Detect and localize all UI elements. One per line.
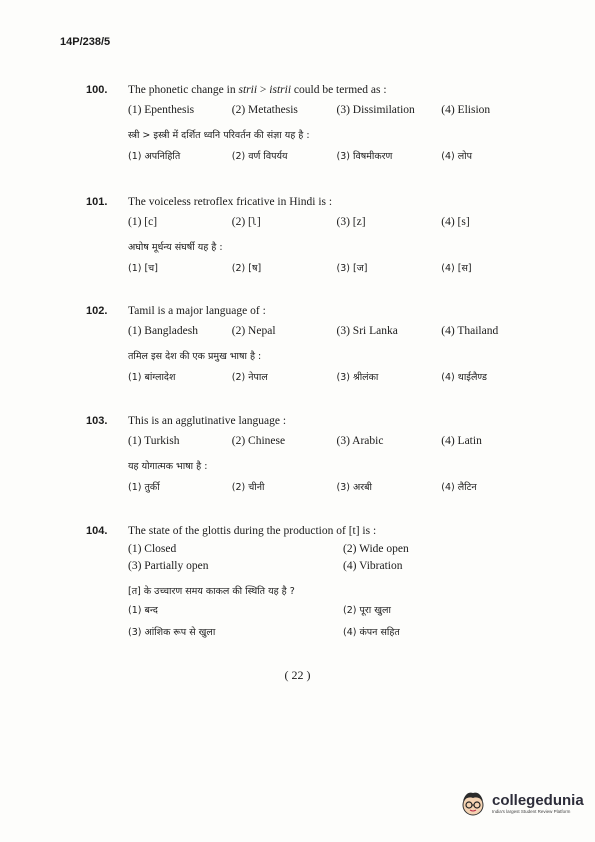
- hindi-option-4: (4) थाईलैण्ड: [441, 372, 487, 383]
- hindi-stem: स्त्री > इस्त्री में दर्शित ध्वनि परिवर्तन की संज्ञा यह है :: [128, 130, 310, 141]
- question-number: 104.: [86, 525, 108, 537]
- question-stem: The phonetic change in strii > istrii could be termed as :: [128, 84, 387, 96]
- hindi-option-2: (2) नेपाल: [231, 372, 268, 383]
- mascot-icon: [458, 788, 488, 818]
- hindi-options: [128, 261, 546, 274]
- option-2: (2) Metathesis: [231, 104, 298, 116]
- option-4: (4) Thailand: [441, 325, 499, 337]
- logo-name: collegedunia: [492, 792, 584, 809]
- option-2: (2) Nepal: [231, 325, 276, 337]
- option-1: (1) Bangladesh: [128, 325, 198, 337]
- option-3: (3) Dissimilation: [336, 104, 415, 116]
- paper-code: 14P/238/5: [60, 36, 111, 48]
- hindi-option-4: (4) लोप: [441, 151, 473, 162]
- option-1: (1) Closed: [128, 543, 177, 555]
- hindi-stem: तमिल इस देश की एक प्रमुख भाषा है :: [128, 351, 262, 362]
- hindi-option-2: (2) [ष]: [231, 263, 262, 274]
- logo-tagline: India's largest Student Review Platform: [492, 809, 571, 814]
- hindi-option-4: (4) [स]: [441, 263, 472, 274]
- hindi-option-4: (4) कंपन सहित: [343, 627, 400, 638]
- english-options: [128, 216, 546, 228]
- option-2: (2) Chinese: [231, 435, 286, 447]
- hindi-option-2: (2) पूरा खुला: [343, 605, 391, 616]
- hindi-option-1: (1) तुर्की: [128, 482, 160, 493]
- question-104: [86, 525, 546, 638]
- question-number: 103.: [86, 415, 108, 427]
- hindi-option-1: (1) अपनिहिति: [128, 151, 181, 162]
- option-2: (2) Wide open: [343, 543, 409, 555]
- question-stem: This is an agglutinative language :: [128, 415, 287, 427]
- page-number: ( 22 ): [284, 668, 311, 682]
- hindi-option-2: (2) चीनी: [231, 482, 265, 493]
- question-103: [86, 415, 546, 493]
- option-4: (4) Latin: [441, 435, 482, 447]
- hindi-options: [128, 370, 546, 383]
- question-number: 101.: [86, 196, 108, 208]
- hindi-option-1: (1) बांग्लादेश: [128, 372, 176, 383]
- option-2: (2) [ʅ]: [231, 216, 261, 228]
- question-101: [86, 196, 546, 274]
- english-options: [128, 435, 546, 447]
- option-4: (4) [s]: [441, 216, 470, 228]
- question-stem: The state of the glottis during the production of [t] is :: [128, 525, 377, 537]
- hindi-option-4: (4) लैटिन: [441, 482, 477, 493]
- question-number: 100.: [86, 84, 108, 96]
- question-100: [86, 84, 546, 162]
- collegedunia-logo: [458, 788, 584, 818]
- question-number: 102.: [86, 305, 108, 317]
- option-4: (4) Vibration: [343, 560, 403, 572]
- hindi-option-3: (3) श्रीलंका: [336, 372, 379, 383]
- english-options: [128, 325, 546, 337]
- hindi-option-2: (2) वर्ण विपर्यय: [231, 151, 288, 162]
- hindi-option-3: (3) अरबी: [336, 482, 373, 493]
- hindi-stem: [त] के उच्चारण समय काकल की स्थिति यह है ?: [128, 586, 295, 597]
- hindi-options: [128, 603, 546, 638]
- option-3: (3) Arabic: [336, 435, 384, 447]
- question-stem: The voiceless retroflex fricative in Hindi is :: [128, 196, 333, 208]
- option-3: (3) [z]: [336, 216, 366, 228]
- hindi-options: [128, 149, 546, 162]
- hindi-option-3: (3) आंशिक रूप से खुला: [128, 627, 216, 638]
- hindi-option-1: (1) [च]: [128, 263, 158, 274]
- option-4: (4) Elision: [441, 104, 491, 116]
- option-3: (3) Sri Lanka: [336, 325, 398, 337]
- option-1: (1) Epenthesis: [128, 104, 195, 116]
- option-1: (1) Turkish: [128, 435, 180, 447]
- option-1: (1) [c]: [128, 216, 158, 228]
- question-102: [86, 305, 546, 383]
- hindi-options: [128, 480, 546, 493]
- hindi-option-1: (1) बन्द: [128, 605, 158, 616]
- english-options: [128, 104, 546, 116]
- hindi-stem: यह योगात्मक भाषा है :: [128, 461, 208, 472]
- english-options: [128, 543, 546, 572]
- question-stem: Tamil is a major language of :: [128, 305, 266, 317]
- hindi-option-3: (3) विषमीकरण: [336, 151, 393, 162]
- hindi-option-3: (3) [ज]: [336, 263, 368, 274]
- hindi-stem: अघोष मूर्धन्य संघर्षी यह है :: [128, 242, 223, 253]
- option-3: (3) Partially open: [128, 560, 209, 572]
